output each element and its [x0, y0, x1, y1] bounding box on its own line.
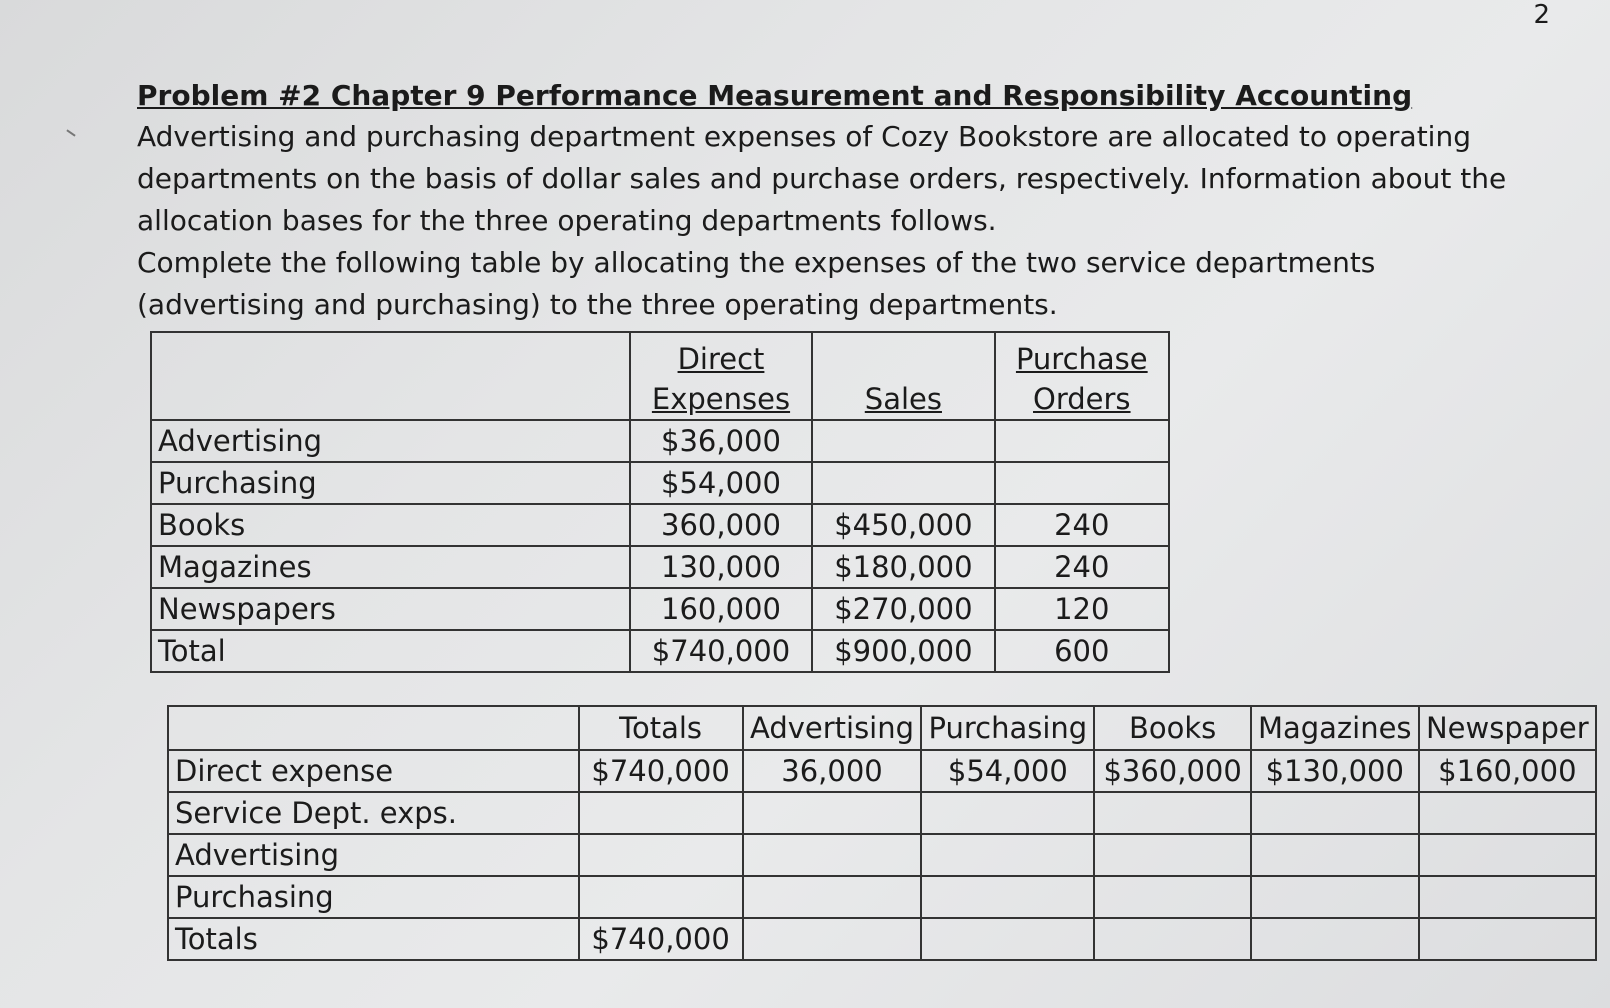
- header-magazines: Magazines: [1251, 706, 1419, 750]
- purchase-orders-cell: 120: [995, 588, 1169, 630]
- problem-paragraph-2: Complete the following table by allocating the expenses of the two service departments (advertising and purchasing) to the three operating departments.: [137, 246, 1376, 321]
- table-cell[interactable]: [1419, 876, 1596, 918]
- table-cell[interactable]: $360,000: [1094, 750, 1250, 792]
- direct-expense-cell: 360,000: [630, 504, 812, 546]
- table-cell[interactable]: [1251, 876, 1419, 918]
- table-cell[interactable]: $740,000: [579, 750, 743, 792]
- row-label: Advertising: [168, 834, 579, 876]
- table-cell[interactable]: [921, 834, 1094, 876]
- table-cell[interactable]: [1419, 918, 1596, 960]
- table-cell[interactable]: [1251, 792, 1419, 834]
- direct-expense-cell: 160,000: [630, 588, 812, 630]
- table-row-total: [168, 918, 1596, 960]
- purchase-orders-cell: 600: [995, 630, 1169, 672]
- direct-expense-cell: 130,000: [630, 546, 812, 588]
- table-cell[interactable]: [921, 918, 1094, 960]
- problem-body: [137, 116, 1517, 326]
- table-cell[interactable]: [579, 834, 743, 876]
- purchase-orders-cell: [995, 420, 1169, 462]
- table-cell[interactable]: [743, 918, 922, 960]
- purchase-orders-cell: [995, 462, 1169, 504]
- table-row-total: [151, 630, 1169, 672]
- table-cell[interactable]: [743, 834, 922, 876]
- header-purchasing: Purchasing: [921, 706, 1094, 750]
- row-label: Magazines: [151, 546, 630, 588]
- problem-statement: [137, 76, 1517, 326]
- direct-expense-cell: $740,000: [630, 630, 812, 672]
- purchase-orders-cell: 240: [995, 546, 1169, 588]
- header-books: Books: [1094, 706, 1250, 750]
- table-header-row: [168, 706, 1596, 750]
- table-row: [168, 792, 1596, 834]
- row-label: Books: [151, 504, 630, 546]
- row-label: Direct expense: [168, 750, 579, 792]
- allocation-worksheet-table: [167, 705, 1597, 961]
- table-cell[interactable]: [1251, 918, 1419, 960]
- table-cell[interactable]: $160,000: [1419, 750, 1596, 792]
- table-cell[interactable]: [1094, 834, 1250, 876]
- header-newspaper: Newspaper: [1419, 706, 1596, 750]
- row-label: Newspapers: [151, 588, 630, 630]
- table-cell[interactable]: [1419, 834, 1596, 876]
- table-cell[interactable]: [1094, 918, 1250, 960]
- allocation-bases-table: [150, 331, 1170, 673]
- row-label: Total: [151, 630, 630, 672]
- sales-cell: [812, 420, 994, 462]
- pen-mark: [66, 129, 75, 136]
- table-cell[interactable]: $130,000: [1251, 750, 1419, 792]
- sales-cell: $180,000: [812, 546, 994, 588]
- row-label: Purchasing: [168, 876, 579, 918]
- table-cell[interactable]: 36,000: [743, 750, 922, 792]
- table-row: [151, 420, 1169, 462]
- problem-title: Problem #2 Chapter 9 Performance Measurement and Responsibility Accounting: [137, 79, 1413, 112]
- sales-cell: [812, 462, 994, 504]
- sales-cell: $270,000: [812, 588, 994, 630]
- sales-cell: $900,000: [812, 630, 994, 672]
- table-cell[interactable]: [579, 792, 743, 834]
- row-label: Totals: [168, 918, 579, 960]
- header-blank: [151, 332, 630, 420]
- table-row: [168, 876, 1596, 918]
- table-header-row: [151, 332, 1169, 420]
- table-row: [151, 546, 1169, 588]
- page-number: 2: [1533, 0, 1550, 30]
- table-row: [168, 750, 1596, 792]
- table-cell[interactable]: [743, 792, 922, 834]
- table-row: [168, 834, 1596, 876]
- table-cell[interactable]: [921, 876, 1094, 918]
- row-label: Purchasing: [151, 462, 630, 504]
- table-cell[interactable]: $740,000: [579, 918, 743, 960]
- direct-expense-cell: $36,000: [630, 420, 812, 462]
- table-cell[interactable]: [1094, 876, 1250, 918]
- table-cell[interactable]: [921, 792, 1094, 834]
- header-totals: Totals: [579, 706, 743, 750]
- header-direct-expenses: Direct Expenses: [630, 332, 812, 420]
- purchase-orders-cell: 240: [995, 504, 1169, 546]
- sales-cell: $450,000: [812, 504, 994, 546]
- row-label: Service Dept. exps.: [168, 792, 579, 834]
- table-cell[interactable]: [743, 876, 922, 918]
- table-row: [151, 462, 1169, 504]
- problem-paragraph-1: Advertising and purchasing department expenses of Cozy Bookstore are allocated to operating departments on the basis of dollar sales and purchase orders, respectively. Information about the allocation bases for the three operating departments follows.: [137, 120, 1507, 237]
- header-purchase-orders: Purchase Orders: [995, 332, 1169, 420]
- header-blank: [168, 706, 579, 750]
- table-cell[interactable]: [1094, 792, 1250, 834]
- table-cell[interactable]: [579, 876, 743, 918]
- table-cell[interactable]: [1419, 792, 1596, 834]
- row-label: Advertising: [151, 420, 630, 462]
- table-row: [151, 504, 1169, 546]
- header-advertising: Advertising: [743, 706, 922, 750]
- table-row: [151, 588, 1169, 630]
- direct-expense-cell: $54,000: [630, 462, 812, 504]
- header-sales: Sales: [812, 332, 994, 420]
- table-cell[interactable]: [1251, 834, 1419, 876]
- table-cell[interactable]: $54,000: [921, 750, 1094, 792]
